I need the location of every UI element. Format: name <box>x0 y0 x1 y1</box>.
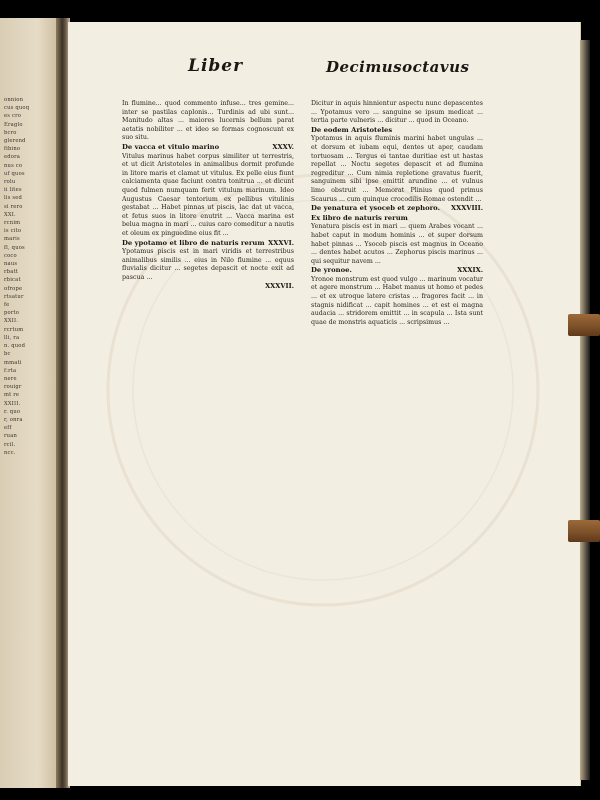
left-page-edge <box>0 18 62 788</box>
leather-strap-top <box>568 314 600 336</box>
chapter-subheading: Ex libro de naturis rerum <box>311 213 408 222</box>
chapter-heading: De eodem Aristoteles <box>311 125 393 134</box>
chapter-number: XXXVIII. <box>450 204 483 213</box>
page-edge-shadow <box>580 40 590 780</box>
chapter-heading: De ypotamo et libro de naturis rerum <box>122 238 265 247</box>
column-intro-text: Dicitur in aquis hinnientur aspectu nunc depascentes ... Ypotamus vero ... sanguine se ipsum medicat ... tertia parte vulneris ... dicitur ... quod in Oceano. <box>311 100 483 125</box>
chapter-body-text: Ypotamus in aquis fluminis marini habet ungulas ... et dorsum et iubam equi, dentes ut aper, caudam tortuosam ... Tergus ei tantae duritiae est ut hastas repellat ... Noctu segetes depascit et ad flumina regreditur ... Cum nimia repletione gravatus fuerit, sanguinem sibi ipse emittit arundine ... et vulnus limo obstruit ... Memorat Plinius quod primus Scaurus ... cum quinque crocodilis Romae ostendit ... <box>311 135 483 203</box>
chapter-number: XXXIX. <box>457 266 483 275</box>
text-column-right <box>311 100 483 740</box>
chapter-heading: De yronoe. <box>311 266 352 275</box>
chapter-number: XXXV. <box>272 142 294 151</box>
text-column-left <box>122 100 294 740</box>
column-intro-text: In flumine... quod commento infuse... tres gemine... inter se pastilas caplonis... Turdinis ad ubi sunt... Manitudo altas ... maiores lucernis bellum parat aetatis nobiliter ... et ideo se formas cognoscunt ex suo situ. <box>122 100 294 142</box>
chapter-heading: De yenatura et ysoceb et zephoro. <box>311 204 440 213</box>
chapter-body-text: Yenatura piscis est in mari ... quem Arabes vocant ... habet caput in modum hominis ... et super dorsum habet pinnas ... Ysoceb piscis est magnus in Oceano ... dentes habet acutos ... Zephorus piscis marinus ... qui sequitur navem ... <box>311 223 483 265</box>
chapter-body-text: Vitulus marinus habet corpus similiter ut terrestris, et ut dicit Aristoteles in animalibus dormit profunde in litore maris et clamat ut vitulus. Ex pelle eius fiunt calciamenta quae faciunt contra tonitrua ... et dicunt quod fulmen numquam ferit vitulum marinum. Ideo Augustus Caesar tentorium ex pellibus vitulinis gestabat ... Habet pinnas ut piscis, lac dat ut vacca, et fetus suos in litore enutrit ... Vacca marina est belua magna in mari ... cuius caro comeditur a nautis et oleum ex pinguedine eius fit ... <box>122 152 294 237</box>
chapter-number: XXXVI. <box>268 238 294 247</box>
left-page-text-fragments: onnion cus quoq es cro Eraglo bcro glerend fibino edora nus co uf quos rolu ii lites lis sed si rero XXI. rcnim is cito maris fl, quos coco naus rbatt rbicat ofrope rtsatur fe porto XXII. rcrtum lli, ra n. quod bc mmati f:rta nere rouigr mt re XXIII. r. quo r, onra eff ruan rcil. ncc. <box>4 97 30 456</box>
chapter-body-text: Yronoe monstrum est quod vulgo ... marinum vocatur et agere monstrum ... Habet manus ut homo et pedes ... et ex utroque latere cristas ... fragores facit ... in stagnis nidificat ... capit homines ... et est ei magna audacia ... stridorem emittit ... in scapula ... Ista sunt quae de monstris aquaticis ... scripsimus ... <box>311 275 483 326</box>
chapter-body-text: Ypotamus piscis est in mari viridis et terrestribus animalibus similis ... eius in Nilo flumine ... equus fluvialis dicitur ... segetes depascit et nocte exit ad pascua ... <box>122 248 294 281</box>
running-head-right: Decimusoctavus <box>326 58 470 76</box>
chapter-number: XXXVII. <box>265 282 294 291</box>
running-head-left: Liber <box>188 56 244 76</box>
leather-strap-bottom <box>568 520 600 542</box>
chapter-heading: De vacca et vitulo marino <box>122 142 220 151</box>
